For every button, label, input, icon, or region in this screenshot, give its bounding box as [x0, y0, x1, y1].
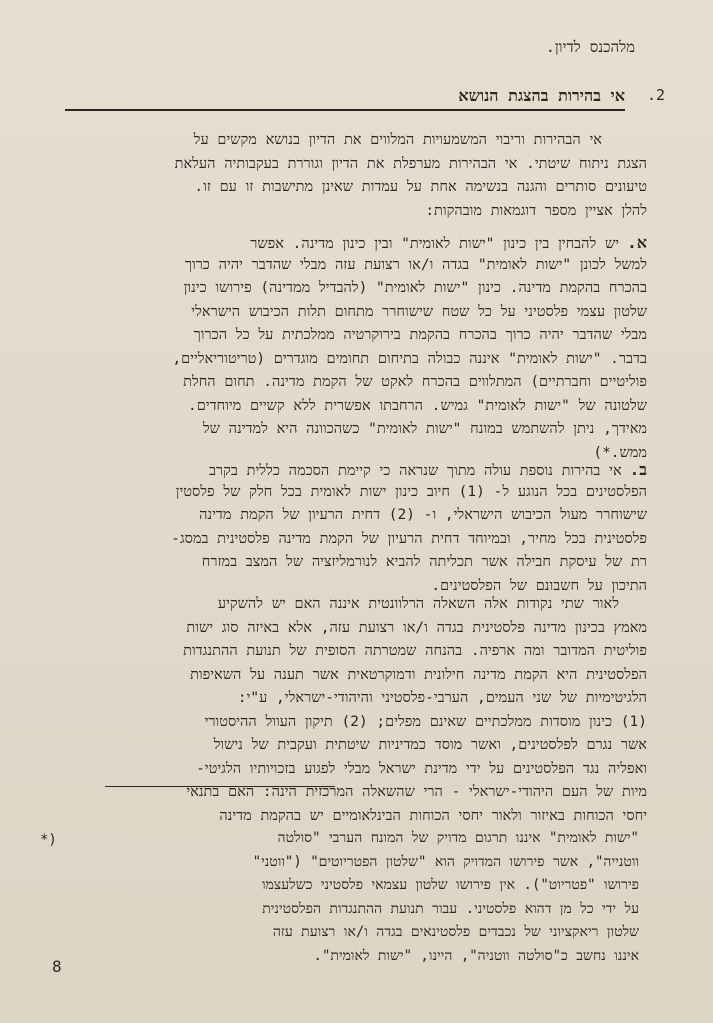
paragraph-a — [62, 233, 647, 468]
intro-line: אי הבהירות וריבוי המשמעויות המלווים את הדיון בנושא מקשים על — [193, 132, 602, 148]
paragraph-c-line: פוליטית המדובר ומה ארפיה. בהנחה שמטרתה הסופית של תנועת ההתנגדות — [183, 643, 647, 659]
paragraph-c-line: הלגיטימיות של שני העמים, הערבי-פלסטיני והיהודי-ישראלי, ע"י: — [237, 690, 647, 706]
paragraph-c — [62, 596, 647, 831]
paragraph-c-line: מאמץ בכינון מדינה פלסטינית בגדה ו/או רצועת עזה, אלא באיזה סוג ישות — [186, 619, 647, 636]
footnote-line: "ישות לאומית" איננו תרגום מדויק של המונח הערבי "סולטה — [277, 830, 639, 846]
paragraph-a-label: א. — [627, 233, 647, 252]
footnote-line: ווטנייה", אשר פירושו המדויק הוא "שלטון הפטריוטים" ("ווטני" — [252, 853, 639, 870]
footnote-line: על ידי כל מן דהוא פלסטיני. עבור תנועת ההתנגדות הפלסטינית — [262, 900, 639, 917]
paragraph-b — [62, 460, 647, 601]
paragraph-a-line: מאידך, ניתן להשתמש במונח "ישות לאומית" כשהכוונה היא למדינה של — [202, 421, 647, 437]
footnote-mark: *) — [40, 832, 57, 848]
paragraph-c-line: הפלסטינית היא הקמת מדינה חילונית ודמוקרטאית אשר תענה על השאיפות — [190, 666, 647, 683]
footnote-line: פירושו "פטריוט"). אין פירושו שלטון עצמאי פלסטיני כשלעצמו — [262, 877, 639, 893]
intro-line: הצגת ניתוח שיטתי. אי הבהירות מערפלת את הדיון וגוררת בעקבותיה העלאת — [174, 155, 647, 172]
intro-paragraph — [62, 132, 647, 226]
paragraph-c-line: ואפליה נגד הפלסטינים על ידי מדינת ישראל מבלי לפגוע בזכויותיו הלגיטי- — [196, 760, 647, 777]
paragraph-c-line: (1) כינון מוסדות ממלכתיים שאינם מפלים; (2) תיקון העוול ההיסטורי — [204, 713, 647, 730]
section-number: .2 — [646, 86, 665, 104]
paragraph-a-line: בדבר. "ישות לאומית" איננה כבולה בתיחום תחומים מוגדרים (טריטוריאליים, — [172, 350, 647, 367]
paragraph-a-line: שלטונה של "ישות לאומית" גמיש. הרחבתו אפשרית ללא קשיים מיוחדים. — [188, 397, 647, 414]
running-header: מלהכנס לדיון. — [545, 38, 635, 56]
paragraph-a-line: למשל לכונן "ישות לאומית" בגדה ו/או רצועת עזה מבלי שהדבר יהיה כרוך — [184, 256, 647, 273]
section-title: אי בהירות בהצגת הנושא — [65, 86, 625, 111]
paragraph-b-line: התיכון על חשבונם של הפלסטינים. — [431, 577, 647, 594]
paragraph-b-label: ב. — [629, 460, 647, 479]
intro-line: טיעונים סותרים והגנה בנשימה אחת על עמדות שאינן מתישבות זו עם זו. — [194, 179, 647, 195]
paragraph-a-line: פוליטיים וחברתיים) המתלווים בהכרח לאקט של הקמת מדינה. תחום החלת — [183, 374, 647, 390]
paragraph-a-line: שלטון עצמי פלסטיני על כל שטח שישוחרר מתחום תלות הכיבוש הישראלי — [191, 303, 647, 320]
paragraph-b-line: אי בהירות נוספת עולה מתוך שנראה כי קיימת הסכמה כללית בקרב — [209, 463, 622, 479]
paragraph-a-line: יש להבחין בין כינון "ישות לאומית" ובין כינון מדינה. אפשר — [250, 236, 620, 252]
intro-line: להלן אציין מספר דוגמאות מובהקות: — [425, 202, 647, 219]
paragraph-c-line: יחסי הכוחות באיזור ולאור יחסי הכוחות הבינלאומיים יש בהקמת מדינה — [219, 807, 647, 824]
footnote-line: איננו נחשב כ"סולטה ווטניה", היינו, "ישות לאומית". — [313, 947, 639, 964]
paragraph-b-line: הפלסטינים בכל הנוגע ל- (1) חיוב כינון ישות לאומית בכל חלק של פלסטין — [175, 483, 647, 500]
footnote-rule — [105, 786, 335, 787]
paragraph-a-line: ממש.*) — [593, 444, 647, 461]
paragraph-c-line: מיות של העם היהודי-ישראלי - הרי שהשאלה המרכזית הינה: האם בתנאי — [186, 784, 647, 800]
page-number: 8 — [52, 957, 62, 976]
paragraph-a-line: בהכרח בהקמת מדינה. כינון "ישות לאומית" (להבדיל ממדינה) פירושו כינון — [183, 280, 647, 296]
paragraph-a-line: מבלי שהדבר יהיה כרוך בהכרח בהקמת בירוקרטיה ממלכתית על כל הכרוך — [193, 327, 647, 343]
paragraph-b-line: פלסטינית בכל מחיר, ובמיוחד דחית הרעיון של הקמת מדינה פלסטינית במסג- — [171, 530, 647, 547]
footnote — [79, 830, 639, 971]
footnote-line: שלטון ריאקציוני של נכבדים פלסטינאים בגדה ו/או רצועת עזה — [272, 924, 639, 940]
paragraph-c-line: אשר נגרם לפלסטינים, ואשר מוסד כמדיניות שיטתית ועקבית של נישול — [213, 737, 647, 753]
paragraph-c-line: לאור שתי נקודות אלה השאלה הרלוונטית איננה האם יש להשקיע — [217, 596, 619, 612]
paragraph-b-line: רת של עיסקת חבילה אשר תכליתה להביא לנורמליזציה של המצב במזרח — [201, 554, 647, 570]
paragraph-b-line: שישוחרר מעול הכיבוש הישראלי, ו- (2) דחית הרעיון של הקמת מדינה — [199, 507, 647, 523]
